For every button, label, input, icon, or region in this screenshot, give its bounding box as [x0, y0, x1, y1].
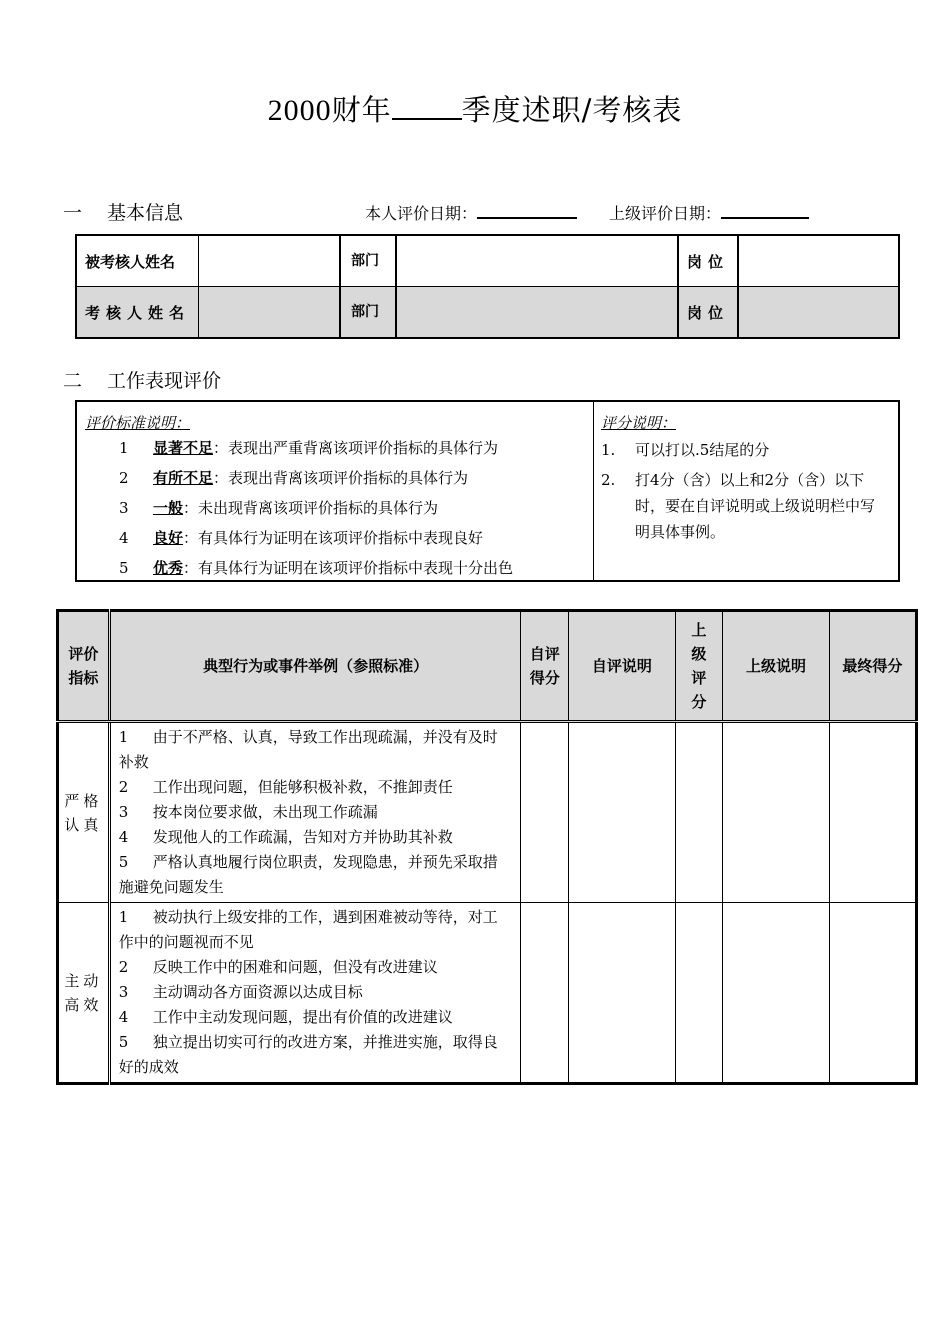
- header-self-score: 自评得分: [521, 611, 569, 722]
- assessee-dept-label: 部门: [340, 235, 396, 287]
- section-performance: [63, 366, 221, 393]
- section-basic-info: [63, 198, 183, 225]
- list-item: 3 按本岗位要求做，未出现工作疏漏: [118, 803, 378, 821]
- final-score-cell[interactable]: [829, 903, 916, 1084]
- standard-item: 2 有所不足：表现出背离该项评价指标的具体行为: [119, 469, 469, 487]
- list-item: 3 主动调动各方面资源以达成目标: [118, 983, 363, 1001]
- list-item: 1 由于不严格、认真，导致工作出现疏漏，并没有及时补救: [118, 728, 498, 771]
- basic-info-table: [75, 234, 900, 339]
- list-item: 4 工作中主动发现问题，提出有价值的改进建议: [118, 1008, 453, 1026]
- assessor-post-label: 岗位: [678, 287, 738, 339]
- self-note-cell[interactable]: [569, 903, 675, 1084]
- self-score-cell[interactable]: [521, 903, 569, 1084]
- list-item: 5 严格认真地履行岗位职责，发现隐患，并预先采取措施避免问题发生: [118, 853, 498, 896]
- self-eval-date-field[interactable]: [477, 203, 577, 219]
- evaluation-dates: [365, 201, 809, 224]
- list-item: 2 反映工作中的困难和问题，但没有改进建议: [118, 958, 438, 976]
- examples-cell: [109, 903, 521, 1084]
- indicator-cell: 主动高效: [58, 903, 110, 1084]
- info-row-assessee: [76, 235, 899, 287]
- superior-note-cell[interactable]: [723, 903, 829, 1084]
- section-number: 二: [63, 370, 83, 392]
- title-form-name: 季度述职/考核表: [461, 93, 683, 127]
- self-eval-date-label: 本人评价日期：: [365, 204, 478, 223]
- assessee-dept-field[interactable]: [396, 235, 678, 287]
- assessee-name-label: 被考核人姓名: [76, 235, 199, 287]
- superior-score-cell[interactable]: [675, 903, 723, 1084]
- standards-title: 评价标准说明：: [85, 414, 191, 432]
- header-superior-score: 上级评分: [675, 611, 723, 722]
- superior-eval-date-field[interactable]: [721, 203, 809, 219]
- assessee-post-label: 岗位: [678, 235, 738, 287]
- assessor-post-field[interactable]: [738, 287, 899, 339]
- superior-eval-date-label: 上级评价日期：: [609, 204, 722, 223]
- table-row: [58, 903, 917, 1084]
- assessor-dept-field[interactable]: [396, 287, 678, 339]
- examples-cell: [109, 722, 521, 903]
- section-label: 工作表现评价: [107, 370, 222, 392]
- self-note-cell[interactable]: [569, 722, 675, 903]
- standard-item: 3 一般：未出现背离该项评价指标的具体行为: [119, 499, 439, 517]
- scoring-title: 评分说明：: [601, 414, 677, 432]
- page-title: [0, 88, 950, 129]
- header-self-note: 自评说明: [569, 611, 675, 722]
- final-score-cell[interactable]: [829, 722, 916, 903]
- title-year: 2000: [267, 94, 332, 127]
- table-row: [58, 722, 917, 903]
- scoring-item: 2. 打4分（含）以上和2分（含）以下时，要在自评说明或上级说明栏中写明具体事例。: [601, 471, 876, 541]
- standard-item: 5 优秀：有具体行为证明在该项评价指标中表现十分出色: [119, 559, 514, 577]
- list-item: 2 工作出现问题，但能够积极补救，不推卸责任: [118, 778, 453, 796]
- superior-score-cell[interactable]: [675, 722, 723, 903]
- criteria-box: [75, 400, 900, 582]
- header-examples: 典型行为或事件举例（参照标准）: [109, 611, 521, 722]
- assessee-post-field[interactable]: [738, 235, 899, 287]
- scoring-notes: [593, 402, 898, 580]
- section-label: 基本信息: [107, 202, 184, 224]
- info-row-assessor: [76, 287, 899, 339]
- header-superior-note: 上级说明: [723, 611, 829, 722]
- scoring-item: 1. 可以打以.5结尾的分: [601, 441, 770, 459]
- superior-note-cell[interactable]: [723, 722, 829, 903]
- standard-item: 4 良好：有具体行为证明在该项评价指标中表现良好: [119, 529, 484, 547]
- list-item: 4 发现他人的工作疏漏，告知对方并协助其补救: [118, 828, 453, 846]
- assessor-name-field[interactable]: [199, 287, 341, 339]
- title-fiscal-year: 财年: [331, 93, 392, 127]
- table-header-row: [58, 611, 917, 722]
- assessor-dept-label: 部门: [340, 287, 396, 339]
- section-number: 一: [63, 202, 83, 224]
- assessor-name-label: 考核人姓名: [76, 287, 199, 339]
- evaluation-table: [56, 609, 918, 1085]
- header-final-score: 最终得分: [829, 611, 916, 722]
- assessee-name-field[interactable]: [199, 235, 341, 287]
- evaluation-standards: [77, 402, 594, 580]
- indicator-cell: 严格认真: [58, 722, 110, 903]
- header-indicator: 评价指标: [58, 611, 110, 722]
- self-score-cell[interactable]: [521, 722, 569, 903]
- list-item: 1 被动执行上级安排的工作，遇到困难被动等待，对工作中的问题视而不见: [118, 908, 498, 951]
- quarter-blank[interactable]: [392, 96, 462, 120]
- standard-item: 1 显著不足：表现出严重背离该项评价指标的具体行为: [119, 439, 499, 457]
- list-item: 5 独立提出切实可行的改进方案，并推进实施，取得良好的成效: [118, 1033, 498, 1076]
